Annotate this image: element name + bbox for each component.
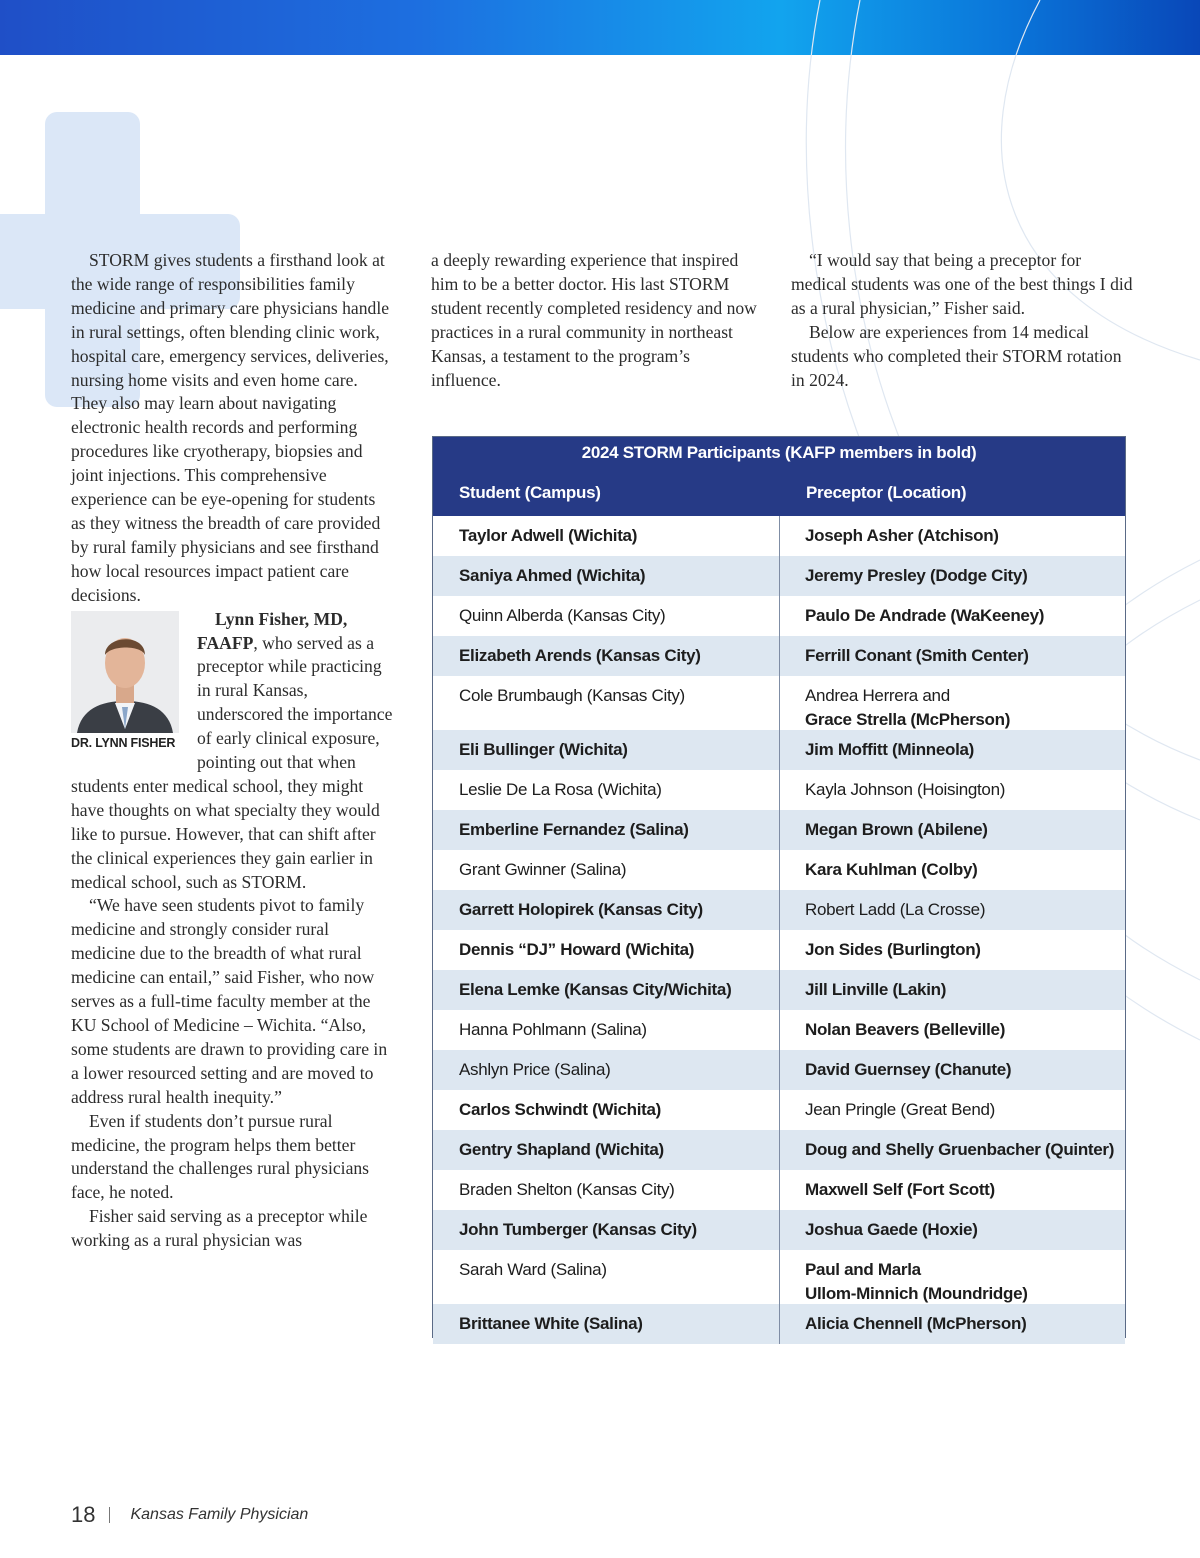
- student-cell: [433, 1250, 780, 1304]
- preceptor-cell: [780, 1130, 1125, 1170]
- page-number: 18: [71, 1502, 96, 1527]
- student-name: John Tumberger (Kansas City): [459, 1220, 697, 1239]
- preceptor-cell: [780, 1010, 1125, 1050]
- preceptor-cell: [780, 1090, 1125, 1130]
- student-cell: [433, 1210, 780, 1250]
- preceptor-cell: [780, 1170, 1125, 1210]
- footer-divider: [109, 1507, 110, 1523]
- table-title: 2024 STORM Participants (KAFP members in bold): [581, 443, 977, 462]
- student-name: Emberline Fernandez (Salina): [459, 820, 689, 839]
- student-name: Hanna Pohlmann (Salina): [459, 1020, 647, 1039]
- table-row: [433, 850, 1125, 890]
- student-cell: [433, 1304, 780, 1344]
- preceptor-name: Jeremy Presley (Dodge City): [805, 566, 1028, 585]
- paragraph: Fisher said serving as a preceptor while working as a rural physician was: [71, 1206, 368, 1251]
- paragraph: Even if students don’t pursue rural medicine, the program helps them better understand the challenges rural physicians face, he noted.: [71, 1110, 370, 1203]
- preceptor-cell: [780, 810, 1125, 850]
- table-row: [433, 970, 1125, 1010]
- paragraph: , who served as a preceptor while practicing in rural Kansas, underscored the importance of early clinical exposure, pointing out that when students enter medical school, they might have thoughts on what specialty they would like to pursue. However, that can shift after the clinical experiences they gain earlier in medical school, such as STORM.: [71, 632, 393, 892]
- preceptor-name: Doug and Shelly Gruenbacher (Quinter): [805, 1140, 1115, 1159]
- paragraph: a deeply rewarding experience that inspired him to be a better doctor. His last STORM student recently completed residency and now practices in a rural community in northeast Kansas, a testament to the program’s influence.: [431, 250, 757, 390]
- table-row: [433, 1010, 1125, 1050]
- preceptor-cell: [780, 516, 1125, 556]
- preceptor-name: Joseph Asher (Atchison): [805, 526, 999, 545]
- table-row: [433, 676, 1125, 730]
- student-cell: [433, 556, 780, 596]
- student-cell: [433, 1090, 780, 1130]
- table-row: [433, 930, 1125, 970]
- preceptor-name: Paulo De Andrade (WaKeeney): [805, 606, 1045, 625]
- preceptor-name: Kayla Johnson (Hoisington): [805, 780, 1006, 799]
- preceptor-cell: [780, 1304, 1125, 1344]
- student-cell: [433, 516, 780, 556]
- table-row: [433, 810, 1125, 850]
- paragraph: Below are experiences from 14 medical students who completed their STORM rotation in 2024.: [791, 321, 1122, 390]
- paragraph: “I would say that being a preceptor for medical students was one of the best things I did as a rural physician,” Fisher said.: [791, 250, 1133, 318]
- article-column-2: [431, 249, 761, 392]
- student-cell: [433, 596, 780, 636]
- student-name: Cole Brumbaugh (Kansas City): [459, 686, 685, 705]
- preceptor-name-line2: Grace Strella (McPherson): [805, 710, 1011, 729]
- student-cell: [433, 1010, 780, 1050]
- preceptor-cell: [780, 1210, 1125, 1250]
- preceptor-name: Maxwell Self (Fort Scott): [805, 1180, 995, 1199]
- student-cell: [433, 970, 780, 1010]
- student-name: Leslie De La Rosa (Wichita): [459, 780, 662, 799]
- student-cell: [433, 930, 780, 970]
- student-cell: [433, 730, 780, 770]
- student-cell: [433, 676, 780, 730]
- preceptor-name: David Guernsey (Chanute): [805, 1060, 1012, 1079]
- preceptor-name: Megan Brown (Abilene): [805, 820, 988, 839]
- student-name: Brittanee White (Salina): [459, 1314, 643, 1333]
- student-cell: [433, 890, 780, 930]
- student-name: Taylor Adwell (Wichita): [459, 526, 638, 545]
- table-row: [433, 1130, 1125, 1170]
- student-cell: [433, 1130, 780, 1170]
- student-cell: [433, 1170, 780, 1210]
- preceptor-name: Joshua Gaede (Hoxie): [805, 1220, 978, 1239]
- column-header-student: Student (Campus): [459, 482, 601, 502]
- preceptor-name: Paul and Marla: [805, 1260, 921, 1279]
- student-name: Braden Shelton (Kansas City): [459, 1180, 675, 1199]
- preceptor-name: Kara Kuhlman (Colby): [805, 860, 978, 879]
- table-row: [433, 1090, 1125, 1130]
- student-name: Elena Lemke (Kansas City/Wichita): [459, 980, 732, 999]
- paragraph: “We have seen students pivot to family medicine and strongly consider rural medicine due to the breadth of what rural medicine can entail,” said Fisher, who now serves as a full-time faculty member at the KU School of Medicine – Wichita. “Also, some students are drawn to providing care in a lower resourced setting and are moved to address rural health inequity.”: [71, 895, 388, 1107]
- preceptor-cell: [780, 1250, 1125, 1304]
- table-row: [433, 636, 1125, 676]
- student-name: Dennis “DJ” Howard (Wichita): [459, 940, 695, 959]
- preceptor-cell: [780, 1050, 1125, 1090]
- table-row: [433, 890, 1125, 930]
- preceptor-name: Robert Ladd (La Crosse): [805, 900, 986, 919]
- table-row: [433, 516, 1125, 556]
- student-name: Garrett Holopirek (Kansas City): [459, 900, 703, 919]
- preceptor-name: Nolan Beavers (Belleville): [805, 1020, 1006, 1039]
- student-cell: [433, 636, 780, 676]
- student-name: Grant Gwinner (Salina): [459, 860, 627, 879]
- table-row: [433, 1210, 1125, 1250]
- photo-figure: [71, 611, 179, 751]
- preceptor-cell: [780, 556, 1125, 596]
- preceptor-cell: [780, 850, 1125, 890]
- student-name: Ashlyn Price (Salina): [459, 1060, 611, 1079]
- preceptor-cell: [780, 730, 1125, 770]
- preceptor-name-line2: Ullom-Minnich (Moundridge): [805, 1284, 1028, 1303]
- photo-caption: DR. LYNN FISHER: [71, 735, 176, 750]
- paragraph: STORM gives students a firsthand look at the wide range of responsibilities family medicine and primary care physicians handle in rural settings, often blending clinic work, hospital care, emergency services, deliveries, nursing home visits and even home care. They also may learn about navigating electronic health records and performing procedures like cryotherapy, biopsies and joint injections. This comprehensive experience can be eye-opening for students as they witness the breadth of care provided by rural family physicians and see firsthand how local resources impact patient care decisions.: [71, 250, 390, 605]
- preceptor-cell: [780, 890, 1125, 930]
- column-header-preceptor: Preceptor (Location): [806, 482, 967, 502]
- header-gradient-bar: [0, 0, 1200, 55]
- page-footer: [71, 1500, 308, 1530]
- author-name: Lynn Fisher, MD, FAAFP: [197, 608, 348, 653]
- student-name: Gentry Shapland (Wichita): [459, 1140, 664, 1159]
- table-row: [433, 730, 1125, 770]
- preceptor-cell: [780, 636, 1125, 676]
- student-name: Elizabeth Arends (Kansas City): [459, 646, 701, 665]
- student-name: Eli Bullinger (Wichita): [459, 740, 628, 759]
- table-row: [433, 770, 1125, 810]
- table-body: [433, 516, 1125, 1344]
- table-row: [433, 556, 1125, 596]
- student-name: Sarah Ward (Salina): [459, 1260, 607, 1279]
- preceptor-cell: [780, 970, 1125, 1010]
- student-cell: [433, 1050, 780, 1090]
- preceptor-cell: [780, 930, 1125, 970]
- student-name: Quinn Alberda (Kansas City): [459, 606, 666, 625]
- preceptor-name: Jill Linville (Lakin): [805, 980, 947, 999]
- table-row: [433, 1050, 1125, 1090]
- preceptor-name: Jean Pringle (Great Bend): [805, 1100, 995, 1119]
- table-row: [433, 1250, 1125, 1304]
- table-header: [433, 437, 1125, 516]
- magazine-title: Kansas Family Physician: [130, 1506, 309, 1523]
- participants-table: [432, 436, 1126, 1338]
- student-cell: [433, 850, 780, 890]
- preceptor-name: Jim Moffitt (Minneola): [805, 740, 975, 759]
- preceptor-name: Alicia Chennell (McPherson): [805, 1314, 1027, 1333]
- preceptor-name: Andrea Herrera and: [805, 686, 950, 705]
- preceptor-cell: [780, 676, 1125, 730]
- preceptor-cell: [780, 596, 1125, 636]
- preceptor-cell: [780, 770, 1125, 810]
- preceptor-name: Ferrill Conant (Smith Center): [805, 646, 1029, 665]
- preceptor-name: Jon Sides (Burlington): [805, 940, 981, 959]
- table-row: [433, 1170, 1125, 1210]
- student-name: Carlos Schwindt (Wichita): [459, 1100, 662, 1119]
- article-column-3: [791, 249, 1136, 392]
- student-name: Saniya Ahmed (Wichita): [459, 566, 646, 585]
- student-cell: [433, 770, 780, 810]
- table-row: [433, 596, 1125, 636]
- article-column-1: [71, 249, 393, 1253]
- headshot-photo: [71, 611, 179, 733]
- table-row: [433, 1304, 1125, 1344]
- student-cell: [433, 810, 780, 850]
